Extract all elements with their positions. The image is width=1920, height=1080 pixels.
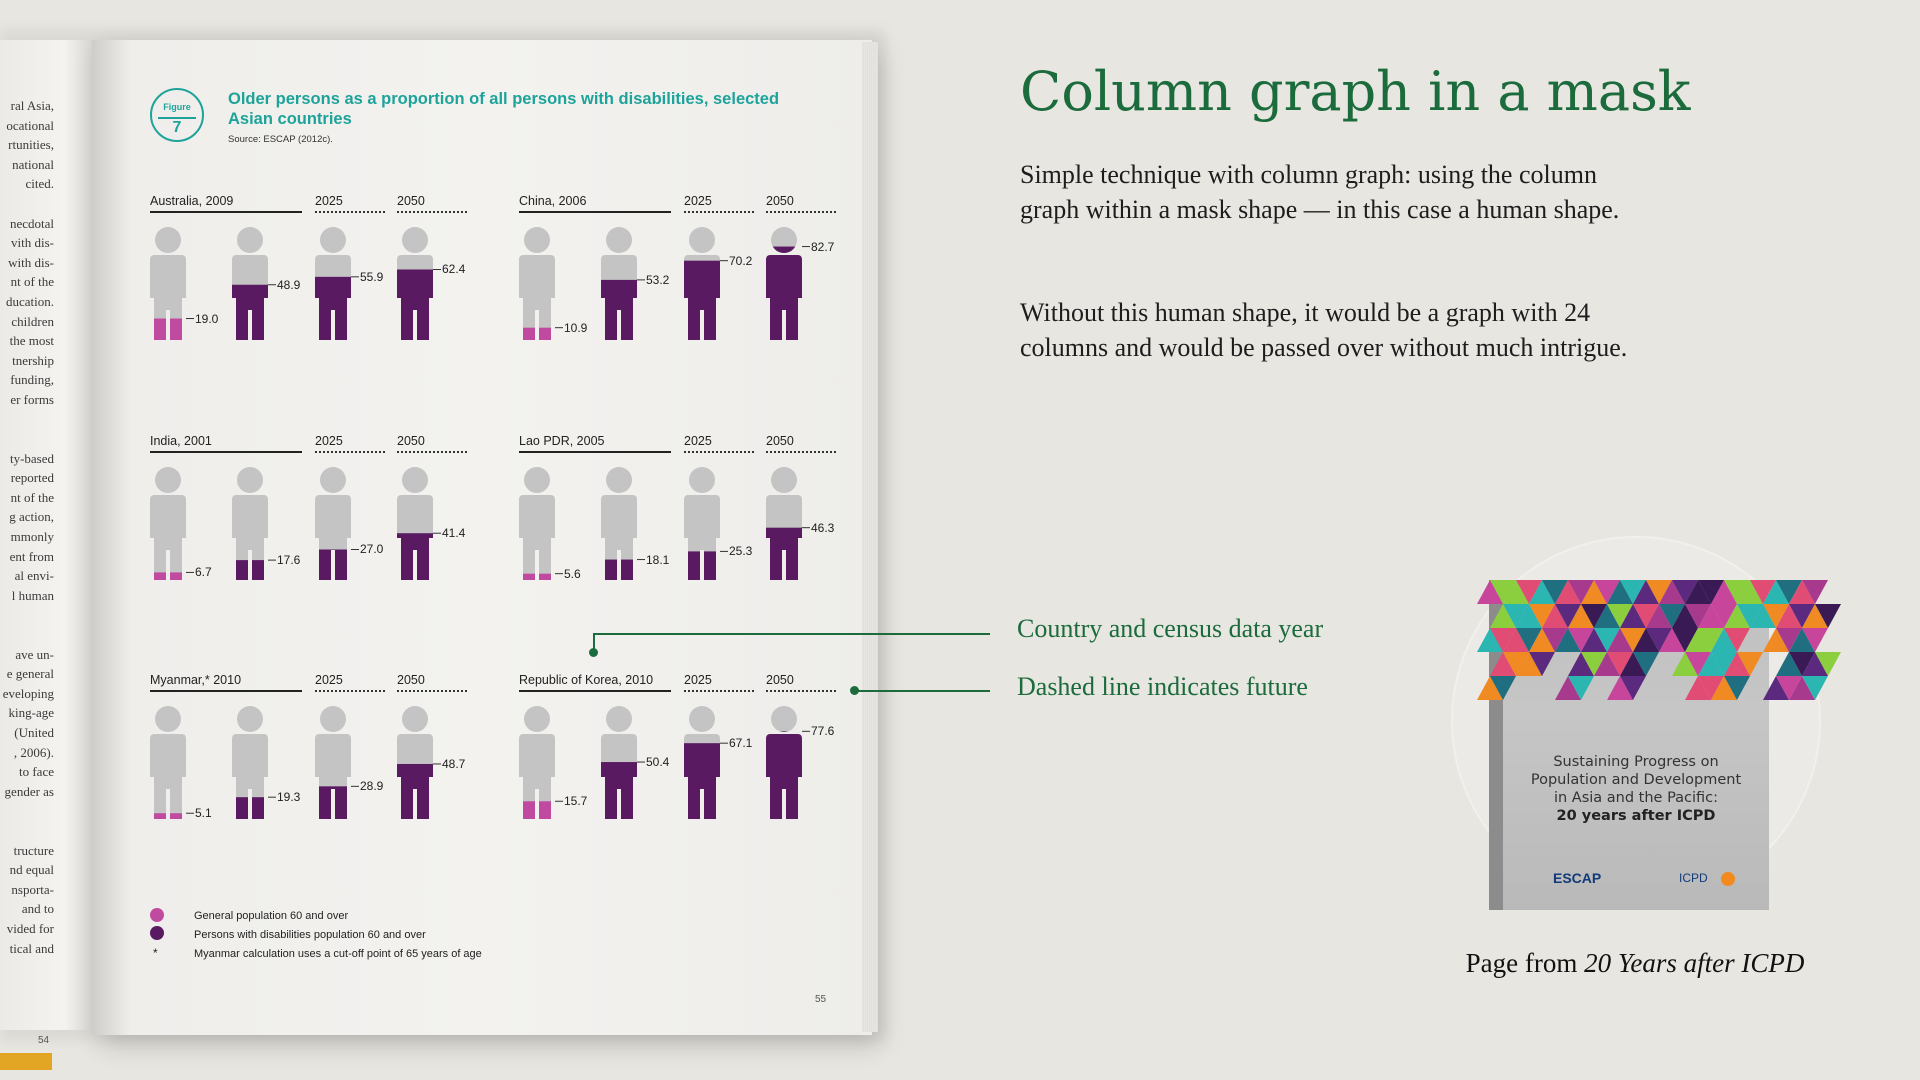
panel-year-label: 2025 xyxy=(315,194,343,208)
figure-fill-bar xyxy=(313,277,353,340)
caption-title: 20 Years after ICPD xyxy=(1584,948,1805,978)
figure-head xyxy=(320,467,346,493)
cover-title-line-3: in Asia and the Pacific: xyxy=(1553,790,1719,806)
figure-head xyxy=(402,467,428,493)
figure-fill-bar xyxy=(148,813,188,819)
left-page-line: vith dis- xyxy=(11,235,54,251)
value-label: 10.9 xyxy=(564,320,588,335)
left-page-line: necdotal xyxy=(9,215,54,231)
figure-head xyxy=(237,467,263,493)
left-page-line: ty-based xyxy=(9,450,54,466)
figure-title: Older persons as a proportion of all persons with disabilities, selected Asian countries xyxy=(228,90,780,128)
cover-title-line-4: 20 years after ICPD xyxy=(1556,808,1716,824)
figure-fill-bar xyxy=(599,280,639,340)
left-page-line: reported xyxy=(10,470,54,486)
left-page-line: rtunities, xyxy=(8,137,54,153)
left-page-line: al envi- xyxy=(14,568,54,584)
value-label: 19.0 xyxy=(195,311,219,326)
figure-fill-bar xyxy=(395,764,435,819)
figure-fill-bar xyxy=(395,269,435,340)
figure-fill-bar xyxy=(230,560,270,580)
figure-head xyxy=(155,706,181,732)
value-label: 6.7 xyxy=(195,565,212,580)
legend-swatch-disabilities xyxy=(150,926,164,940)
value-label: 5.1 xyxy=(195,806,212,821)
left-page-line: (United xyxy=(14,725,54,740)
figure-fill-bar xyxy=(517,328,557,340)
value-label: 18.1 xyxy=(646,552,670,567)
left-page-line: vided for xyxy=(6,920,54,936)
value-label: 41.4 xyxy=(442,526,466,541)
figure-head xyxy=(524,227,550,253)
cover-logo-unfpa xyxy=(1721,872,1735,886)
panel-year-label: 2025 xyxy=(684,194,712,208)
figure-fill-bar xyxy=(148,319,188,340)
left-page-line: to face xyxy=(18,764,54,780)
figure-silhouette xyxy=(150,495,186,580)
right-page-number: 55 xyxy=(815,994,827,1005)
figure-fill-bar xyxy=(313,549,353,580)
panel-year-label: 2025 xyxy=(315,434,343,448)
figure-source: Source: ESCAP (2012c). xyxy=(228,134,333,145)
figure-fill-bar xyxy=(599,560,639,580)
panel-year-label: 2025 xyxy=(684,434,712,448)
footnote-text: Myanmar calculation uses a cut-off point of 65 years of age xyxy=(194,948,482,960)
figure-head xyxy=(689,467,715,493)
cover-logo-icpd: ICPD xyxy=(1679,871,1708,885)
left-page-line: l human xyxy=(11,587,54,603)
figure-fill-bar xyxy=(313,786,353,819)
value-label: 62.4 xyxy=(442,262,466,277)
figure-fill-bar xyxy=(764,731,804,819)
value-label: 70.2 xyxy=(729,253,753,268)
left-page-line: mmonly xyxy=(10,529,54,545)
figure-head xyxy=(155,467,181,493)
figure-head xyxy=(606,467,632,493)
cover-title-line-2: Population and Development xyxy=(1530,772,1742,788)
footnote-marker: * xyxy=(153,946,158,960)
figure-head xyxy=(771,467,797,493)
figure-silhouette xyxy=(519,495,555,580)
panel-year-label: 2050 xyxy=(766,434,794,448)
figure-silhouette xyxy=(519,255,555,340)
value-label: 28.9 xyxy=(360,779,384,794)
figure-fill-bar xyxy=(517,574,557,580)
left-page-line: king-age xyxy=(8,705,54,721)
left-page-line: ave un- xyxy=(15,646,54,662)
left-page-line: funding, xyxy=(10,372,54,388)
left-page-line: with dis- xyxy=(8,254,54,270)
figure-fill-bar xyxy=(395,533,435,580)
value-label: 67.1 xyxy=(729,736,753,751)
panel-year-label: 2025 xyxy=(315,673,343,687)
left-page-line: national xyxy=(12,156,54,172)
left-page-line: g action, xyxy=(9,509,54,525)
paragraph-technique: Simple technique with column graph: using the column graph within a mask shape — in this case a human shape. xyxy=(1020,160,1620,224)
panel-year-label: 2050 xyxy=(397,194,425,208)
value-label: 5.6 xyxy=(564,566,581,581)
figure-head xyxy=(689,706,715,732)
figure-fill-bar xyxy=(230,797,270,819)
caption-prefix: Page from xyxy=(1465,948,1585,978)
figure-head xyxy=(524,467,550,493)
panel-year-label: 2050 xyxy=(766,194,794,208)
figure-head xyxy=(606,227,632,253)
figure-fill-bar xyxy=(517,801,557,819)
figure-label: Figure xyxy=(163,102,191,112)
figure-fill-bar xyxy=(764,247,804,340)
value-label: 46.3 xyxy=(811,520,835,535)
panel-year-label: 2050 xyxy=(397,434,425,448)
left-page-line: gender as xyxy=(4,783,54,799)
left-page-line: eveloping xyxy=(2,685,54,701)
value-label: 53.2 xyxy=(646,272,670,287)
value-label: 82.7 xyxy=(811,239,835,254)
panel-year-label: 2050 xyxy=(766,673,794,687)
figure-head xyxy=(237,227,263,253)
figure-head xyxy=(524,706,550,732)
value-label: 50.4 xyxy=(646,755,670,770)
figure-fill-bar xyxy=(230,285,270,340)
figure-head xyxy=(237,706,263,732)
figure-silhouette xyxy=(150,734,186,819)
callout-dot-country xyxy=(589,648,598,657)
left-page-line: nd equal xyxy=(9,862,54,878)
left-page-line: er forms xyxy=(10,391,54,407)
left-page-line: tructure xyxy=(13,842,54,858)
figure-fill-bar xyxy=(682,261,722,340)
panel-title: China, 2006 xyxy=(519,194,587,208)
figure-head xyxy=(155,227,181,253)
value-label: 48.7 xyxy=(442,756,466,771)
panel-year-label: 2025 xyxy=(684,673,712,687)
figure-head xyxy=(402,706,428,732)
panel-title: Republic of Korea, 2010 xyxy=(519,673,654,687)
left-page-line: ducation. xyxy=(5,293,54,309)
left-page-line: e general xyxy=(6,666,54,682)
value-label: 77.6 xyxy=(811,724,835,739)
left-page-line: cited. xyxy=(25,176,54,192)
figure-head xyxy=(606,706,632,732)
figure-fill-bar xyxy=(599,762,639,819)
figure-number: 7 xyxy=(172,119,182,136)
callout-dashed-future: Dashed line indicates future xyxy=(1017,672,1308,701)
left-page-line: the most xyxy=(9,333,54,349)
left-page-line: and to xyxy=(21,901,54,917)
left-page-line: , 2006). xyxy=(13,744,54,760)
panel-title: Australia, 2009 xyxy=(150,194,234,208)
callout-line-dashed xyxy=(855,690,990,692)
left-page-line: ent from xyxy=(9,548,54,564)
panel-title: India, 2001 xyxy=(150,434,212,448)
legend-swatch-general xyxy=(150,908,164,922)
figure-head xyxy=(320,227,346,253)
left-page-line: nt of the xyxy=(10,274,54,290)
figure-fill-bar xyxy=(682,743,722,819)
value-label: 17.6 xyxy=(277,553,301,568)
left-page-line: nt of the xyxy=(10,489,54,505)
panel-year-label: 2050 xyxy=(397,673,425,687)
callout-country-year: Country and census data year xyxy=(1017,614,1324,643)
left-page-line: tnership xyxy=(12,352,54,368)
callout-dot-dashed xyxy=(850,686,859,695)
value-label: 25.3 xyxy=(729,544,753,559)
left-page-line: ocational xyxy=(6,117,54,133)
callout-line-country xyxy=(593,633,990,635)
left-page-number: 54 xyxy=(38,1035,50,1046)
panel-title: Lao PDR, 2005 xyxy=(519,434,605,448)
cover-caption xyxy=(1450,948,1820,979)
figure-head xyxy=(402,227,428,253)
value-label: 15.7 xyxy=(564,794,588,809)
report-cover xyxy=(1503,580,1769,910)
value-label: 48.9 xyxy=(277,277,301,292)
legend-label-general: General population 60 and over xyxy=(194,910,349,922)
figure-head xyxy=(320,706,346,732)
cover-title-line-1: Sustaining Progress on xyxy=(1553,754,1719,770)
figure-head xyxy=(771,706,797,732)
left-page-line: ral Asia, xyxy=(10,98,54,113)
left-page-line: children xyxy=(11,313,54,329)
figure-fill-bar xyxy=(148,572,188,580)
cover-triangle-pattern xyxy=(1503,580,1769,730)
value-label: 55.9 xyxy=(360,269,384,284)
value-label: 27.0 xyxy=(360,542,384,557)
figure-fill-bar xyxy=(682,551,722,580)
panel-title: Myanmar,* 2010 xyxy=(150,673,242,687)
figure-head xyxy=(689,227,715,253)
left-page-line: nsporta- xyxy=(11,881,54,897)
slide-headline: Column graph in a mask xyxy=(1020,60,1691,123)
cover-thumbnail xyxy=(1451,536,1821,906)
figure-fill-bar xyxy=(764,528,804,580)
paragraph-intrigue: Without this human shape, it would be a graph with 24 columns and would be passed over without much intrigue. xyxy=(1020,298,1628,362)
value-label: 19.3 xyxy=(277,790,301,805)
cover-logo-escap: ESCAP xyxy=(1553,870,1602,886)
legend-label-disabilities: Persons with disabilities population 60 and over xyxy=(194,929,426,941)
left-page-line: tical and xyxy=(9,940,54,956)
